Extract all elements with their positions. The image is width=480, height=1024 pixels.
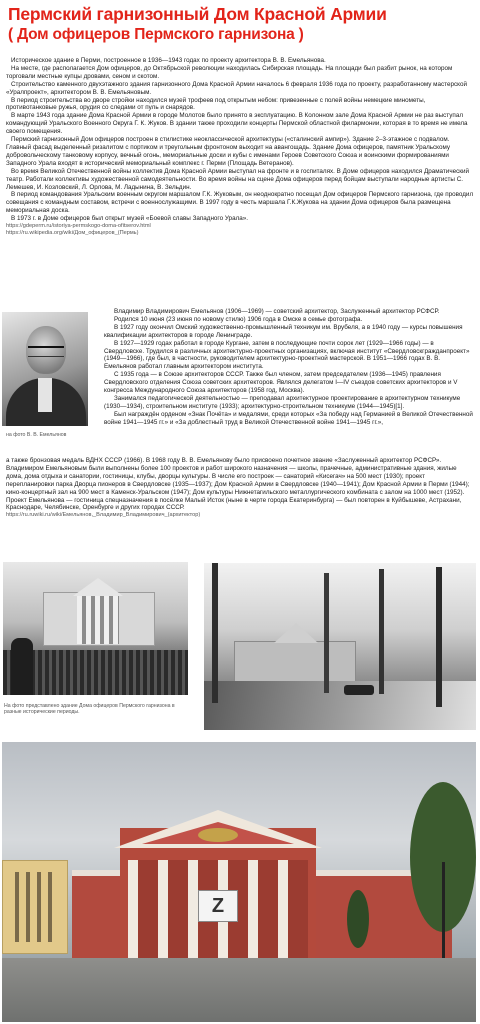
source-link[interactable]: https://gdeperm.ru/istoriya-permskogo-doma-ofitserov.html <box>6 223 151 230</box>
historic-photo-parade <box>3 562 188 695</box>
intro-paragraph: Во время Великой Отечественной войны коллектив Дома Красной Армии выступал на фронте и в госпиталях. В Доме офицеров находился Драматический театр. Работали коллективы художественной самодеятельности. Во время войны на сцене Дома офицеров перед бойцам выступали народные артисты С. Лемешев, И. Козловский, Л. Орлова, М. Ладынина, В. Зельдин. <box>6 167 470 191</box>
biography-text <box>104 308 474 427</box>
bio-paragraph: Владимир Владимирович Емельянов (1906—1969) — советский архитектор, Заслуженный архитектор РСФСР. <box>114 308 440 315</box>
intro-paragraph: В период командования Уральским военным округом маршалом Г.К. Жуковым, он неоднократно посещал Дом офицеров Пермского гарнизона, где проводил совещания с командным составом, встречи с военнослужащими. В 1997 году в честь маршала Г.К.Жукова на здании Дома офицеров была размещена мемориальная доска. <box>6 191 474 215</box>
source-link[interactable]: https://ru.ruwiki.ru/wiki/Емельянов,_Владимир_Владимирович_(архитектор) <box>6 512 201 519</box>
intro-text <box>6 57 474 237</box>
historic-photo-alley <box>204 563 476 730</box>
biography-continuation <box>6 457 474 519</box>
intro-paragraph: Историческое здание в Перми, построенное в 1936—1943 годах по проекту архитектора В. В. Емельянова. <box>11 57 326 64</box>
photos-caption: На фото представлено здание Дома офицеров Пермского гарнизона в разные исторические периоды. <box>4 703 175 716</box>
title-line-1: Пермский гарнизонный Дом Красной Армии <box>8 4 387 24</box>
bio-paragraph: В 1927—1929 годах работал в городе Кургане, затем в последующие почти сорок лет (1929—1966 годы) — в Свердловске. Трудился в различных архитектурно-проектных организациях, включая институт «Свердловскгражданпроект» (1949—1966), где был, в частности, руководителем архитектурно-проектной мастерской. В 1951—1966 годах В. В. Емельянов работал главным архитектором института. <box>104 339 470 371</box>
bio-paragraph: Родился 10 июня (23 июня по новому стилю) 1906 года в Омске в семье фотографа. <box>114 315 363 323</box>
bio-paragraph: В 1927 году окончил Омский художественно-промышленный техникум им. Врубеля, а в 1940 году — курсы повышения квалификации архитекторов в городе Ленинграде. <box>104 323 463 339</box>
bio-paragraph: а также бронзовая медаль ВДНХ СССР (1966). В 1968 году В. В. Емельянову было присвоено почетное звание «Заслуженный архитектор РСФСР». <box>6 457 442 464</box>
intro-paragraph: На месте, где располагается Дом офицеров, до Октябрьской революции находилась Сибирская площадь. На площади был разбит рынок, на котором торговали местные купцы дровами, сеном и скотом. <box>6 64 453 80</box>
title-line-2: ( Дом офицеров Пермского гарнизона ) <box>8 26 304 43</box>
intro-paragraph: Строительство каменного двухэтажного здания гарнизонного Дома Красной Армии началось 6 февраля 1936 года по проекту, разработанному мастерской «Уралпроект», архитектором В. В. Емельяновым. <box>6 80 467 96</box>
bio-paragraph: С 1935 года — в Союзе архитекторов СССР. Также был членом, затем председателем (1936—1945) правления Свердловского отделения Союза советских архитекторов. Являлся делегатом I—IV съездов советских архитекторов и V конгресса Международного Союза архитекторов (1958 год, Москва). <box>104 371 458 395</box>
intro-paragraph: В 1973 г. в Доме офицеров был открыт музей «Боевой славы Западного Урала». <box>11 215 248 223</box>
intro-paragraph: Пермский гарнизонный Дом офицеров построен в стилистике неоклассической архитектуры («сталинский ампир»). Здание 2–3-этажное с подвалом. Главный фасад выделенный ризалитом с портиком и треугольным фронтоном выходит на авангощадь. Здание Дома офицеров, памятник Уральскому добровольческому танковому корпусу, вечный огонь, мемориальные доски и кубы с именами Героев Советского Союза и воинскими формированиями Западного Урала входят в исторический мемориальный комплекс г. Перми (Площадь Ветеранов). <box>6 136 451 167</box>
modern-photo-building <box>2 742 476 1022</box>
bio-paragraph: Был награждён орденом «Знак Почёта» и медалями, среди которых «За победу над Германией в Великой Отечественной войне 1941—1945 гг.» и «За доблестный труд в Великой Отечественной войне 1941—1945 гг.», <box>104 410 473 426</box>
intro-paragraph: В период строительства во дворе стройки находился музей трофеев под открытым небом: привезенные с полей войны немецкие минометы, противотанковые ружья, орудия со следами от пуль и снарядов. <box>6 96 426 112</box>
source-link[interactable]: https://ru.wikipedia.org/wiki/Дом_офицеров_(Пермь) <box>6 230 139 237</box>
page-title <box>8 4 474 45</box>
intro-paragraph: В марте 1943 года здание Дома Красной Армии в городе Молотов было принято в эксплуатацию. В Колонном зале Дома Красной Армии не раз выступал командующий Уральского Военного Округа Г. К. Жуков. В здании также проходили концерты Пермской областной филармонии, которая в то время не имела своего помещения. <box>6 112 468 136</box>
architect-portrait <box>2 312 88 426</box>
z-banner: Z <box>198 890 238 922</box>
bio-paragraph: Владимиром Емельяновым были выполнены более 100 проектов и работ широкого назначения — школы, прачечные, административные здания, жилые дома, дома отдыха и санатории, гостиницы, клубы, дворцы культуры. В числе его построек — санаторий «Кисегач» на 500 мест (1930); проект перепланировки парка Дворца пионеров в Свердловске (1935—1937); Дом Красной Армии в Свердловске (1940—1941); Дом Красной Армии в Перми (1944); кино-концертный зал на 900 мест в Каменск-Уральском (1947); Дом культуры Нижнетагильского металлургического комбината с залом на 1000 мест (1952). Проект Емельянова — гостиница спецназначения в посёлке Малый Исток (ныне в черте города Екатеринбурга) — был повторен в Куйбышеве, Астрахани, Краснодаре, Челябинске, Оренбурге и других городах СССР. <box>6 464 470 512</box>
bio-paragraph: Занимался педагогической деятельностью — преподавал архитектурное проектирование в архитектурном техникуме (1930—1934), строительном институте (1933); архитектурно-строительном техникуме (1944—1945)[1]. <box>104 394 461 410</box>
portrait-caption: на фото В. В. Емельянов <box>6 432 67 438</box>
